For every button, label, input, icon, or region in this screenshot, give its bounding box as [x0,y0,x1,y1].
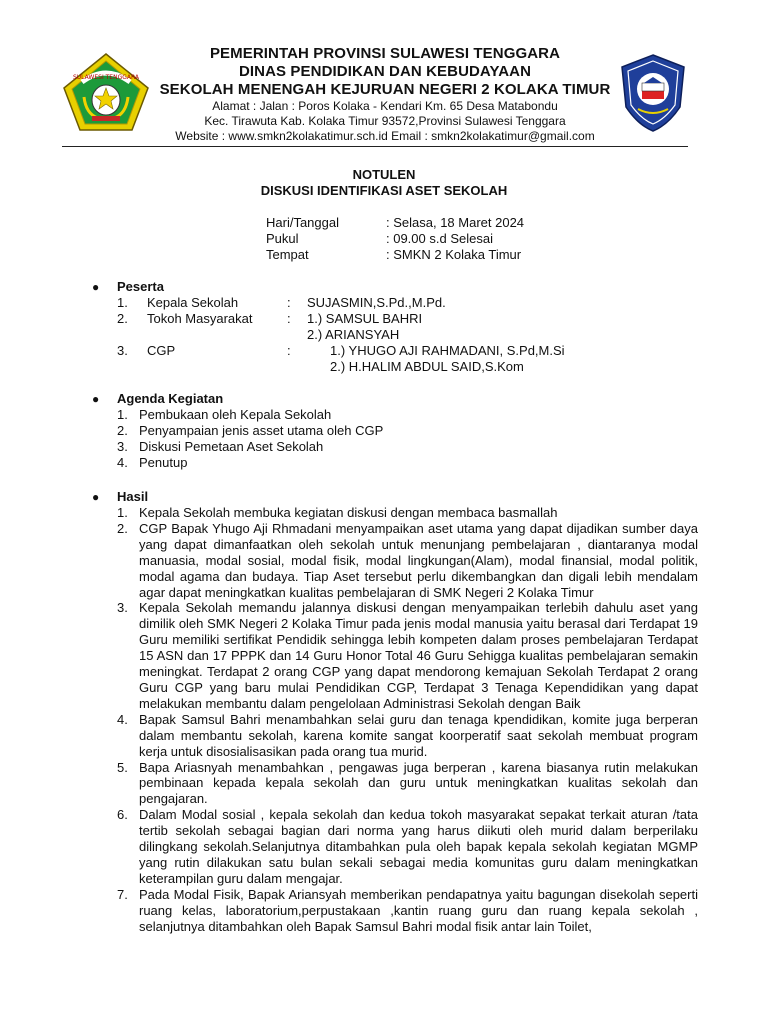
info-label: Pukul [266,231,299,246]
school-emblem-icon [618,53,688,133]
letterhead-line2: DINAS PENDIDIKAN DAN KEBUDAYAAN [238,63,532,80]
item-number: 1. [117,407,128,422]
item-number: 4. [117,455,128,470]
info-value: : Selasa, 18 Maret 2024 [386,215,525,230]
bullet-icon: ● [92,392,100,406]
provincial-emblem-icon [62,52,150,132]
list-item [117,505,698,521]
item-text: Penutup [139,455,188,470]
section-heading: Agenda Kegiatan [117,391,224,406]
item-text: Bapa Ariasnyah menambahkan , pengawas juga berperan , karena biasanya rutin melakukan pembinaan kepada kepala sekolah dan guru untuk meningkatkan kualitas sekolah dan pengajaran. [139,759,698,807]
item-number: 4. [117,711,128,727]
info-label: Hari/Tanggal [266,215,339,230]
section-heading: Peserta [117,279,164,294]
peserta-colon: : [287,343,291,358]
document-subtitle: DISKUSI IDENTIFIKASI ASET SEKOLAH [260,183,508,198]
item-text: Pada Modal Fisik, Bapak Ariansyah memberikan pendapatnya yaitu bagungan disekolah seperti ruang kelas, laboratorium,perpustakaan ,kantin ruang guru dan ruang kepala sekolah , selanjutnya ditambahkan oleh Bapak Samsul Bahri modal fisik antar lain Toilet, [139,886,698,934]
letterhead-divider [62,146,688,147]
peserta-value: 1.) SAMSUL BAHRI [307,311,423,326]
item-text: Dalam Modal sosial , kepala sekolah dan kedua tokoh masyarakat sepakat terkait aturan /tata tertib sekolah sebagai bagian dari norma yang harus diikuti oleh murid dalam berperilaku dilingkang sekolah.Selanjutnya ditambahkan pula oleh bapak kepala sekolah kegiatan MGMP yang rutin dilakukan satu bulan sekali sebagai media komunitas guru dalam meningkatkan keterampilan guru dalam mengajar. [139,807,698,886]
svg-text:SULAWESI TENGGARA: SULAWESI TENGGARA [72,74,140,81]
letterhead-contact: Website : www.smkn2kolakatimur.sch.id Email : smkn2kolakatimur@gmail.com [175,129,595,143]
peserta-value: SUJASMIN,S.Pd.,M.Pd. [307,295,446,310]
list-item [117,887,698,935]
info-value: : SMKN 2 Kolaka Timur [386,247,522,262]
item-text: CGP Bapak Yhugo Aji Rhmadani menyampaikan aset utama yang dapat dijadikan sumber daya yang dapat dimanfaatkan oleh sekolah untuk menunjang pembelajaran , diantaranya modal manuasia, modal sosial, modal fisik, modal lingkungan(Alam), modal finansial, modal politik, modal agama dan budaya. Tiap Aset tersebut perlu dikembangkan dan digali lebih mendalam agar dapat meningkatkan kualitas pembelajaran di SMK Negeri 2 Kolaka Timur [139,520,698,600]
item-number: 2. [117,520,128,536]
item-number: 7. [117,886,128,902]
peserta-colon: : [287,311,291,326]
item-number: 3. [117,439,128,454]
item-text: Kepala Sekolah membuka kegiatan diskusi dengan membaca basmallah [139,505,558,520]
info-value: : 09.00 s.d Selesai [386,231,493,246]
item-text: Diskusi Pemetaan Aset Sekolah [139,439,324,454]
peserta-label: CGP [147,343,176,358]
peserta-colon: : [287,295,291,310]
list-item [117,760,698,808]
peserta-label: Tokoh Masyarakat [147,311,253,326]
item-number: 5. [117,759,128,775]
bullet-icon: ● [92,280,100,294]
document-title: NOTULEN [352,167,416,182]
item-text: Bapak Samsul Bahri menambahkan selai guru dan tenaga kpendidikan, komite juga berperan dalam membantu sekolah, karena komite sangat koorperatif saat sekolah membuat program kerja untuk disosialisasikan pada orang tua murid. [139,711,698,759]
item-number: 1. [117,505,128,520]
list-item [117,712,698,760]
peserta-num: 1. [117,295,128,310]
item-number: 2. [117,423,128,438]
item-text: Kepala Sekolah memandu jalannya diskusi dengan menyampaikan terlebih dahulu aset yang dimilik oleh SMK Negeri 2 Kolaka Timur pada jenis modal manusia yaitu berasal dari Terdapat 19 Guru memiliki sertifikat Pendidik sehingga lebih kompeten dalam proses pembelajaran Terdapat 15 ASN dan 17 PPPK dan 14 Guru Honor Total 46 Guru Sehigga kualitas pembelajaran semakin meningkat. Terdapat 2 orang CGP yang dapat mendorong kemajuan Sekolah Terdapat 2 orang Guru CGP yang baru mulai Pendidikan CGP, Terdapat 3 Tenaga Kependidikan yang dapat melakukan membantu dalam pengelolaan Administrasi Sekolah dengan Baik [139,600,698,711]
peserta-num: 2. [117,311,128,326]
hasil-list [117,505,698,934]
section-heading: Hasil [117,489,149,504]
letterhead-address2: Kec. Tirawuta Kab. Kolaka Timur 93572,Provinsi Sulawesi Tenggara [204,114,566,128]
peserta-value: 1.) YHUGO AJI RAHMADANI, S.Pd,M.Si [330,343,565,358]
item-text: Pembukaan oleh Kepala Sekolah [139,407,332,422]
list-item [117,600,698,711]
item-text: Penyampaian jenis asset utama oleh CGP [139,423,384,438]
letterhead-line1: PEMERINTAH PROVINSI SULAWESI TENGGARA [209,45,561,62]
peserta-label: Kepala Sekolah [147,295,239,310]
bullet-icon: ● [92,490,100,504]
letterhead-line3: SEKOLAH MENENGAH KEJURUAN NEGERI 2 KOLAKA TIMUR [159,81,611,98]
peserta-value: 2.) ARIANSYAH [307,327,400,342]
peserta-value: 2.) H.HALIM ABDUL SAID,S.Kom [330,359,524,374]
list-item [117,521,698,601]
item-number: 6. [117,807,128,823]
letterhead-address1: Alamat : Jalan : Poros Kolaka - Kendari Km. 65 Desa Matabondu [212,99,558,113]
item-number: 3. [117,600,128,616]
list-item [117,807,698,887]
letterhead [150,45,620,144]
peserta-num: 3. [117,343,128,358]
info-label: Tempat [266,247,309,262]
